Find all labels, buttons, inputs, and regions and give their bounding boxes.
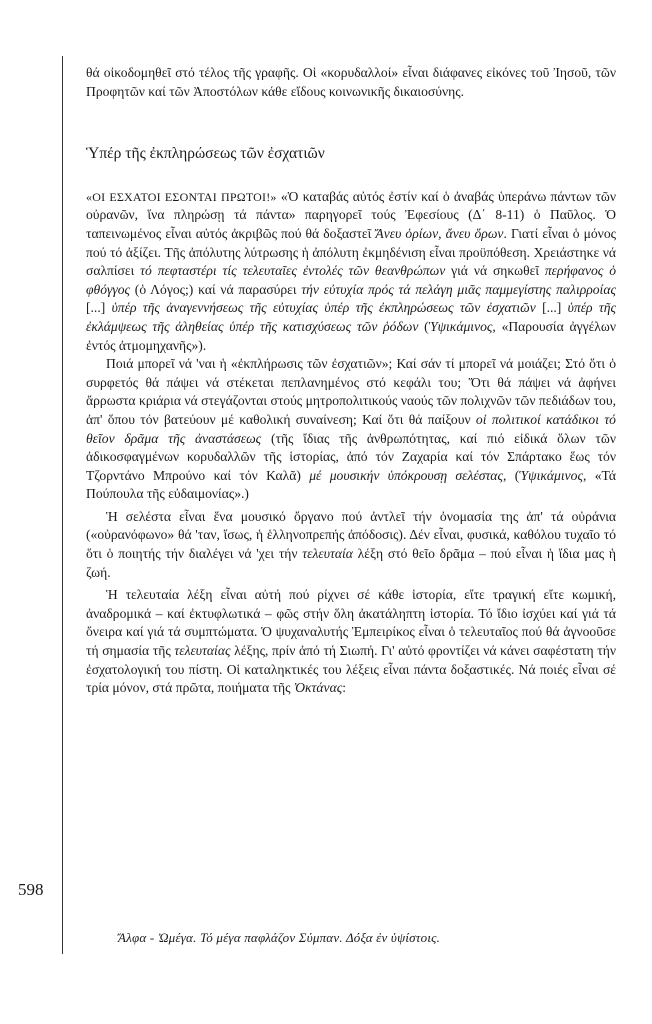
- section-heading: Ὑπέρ τῆς ἐκπληρώσεως τῶν ἐσχατιῶν: [86, 145, 325, 163]
- italic-span: ὑπέρ τῆς ἐκλάμψεως τῆς ἀληθείας ὑπέρ τῆς κατισχύσεως τῶν ῥόδων: [86, 300, 616, 334]
- italic-span: Ἄνευ ὁρίων, ἄνευ ὅρων: [375, 225, 504, 241]
- text-span: Ποιά μπορεῖ νά 'ναι ἡ «ἐκπλήρωσις τῶν ἐσχατιῶν»; Καί σάν τί μπορεῖ νά μοιάζει; Στό ὅτι ὁ συρφετός θά πάψει νά στέκεται πεπλανημένος στό κεφάλι του; Ὅτι θά πάψει νά ἀφήνει ἄρρωστα κριάρια νά στεγάζονται στούς μητροπολιτικούς ναούς τῶν πολιχνῶν τῶν πεδιάδων του, ἀπ' ὅπου τόν βατεύουν μέ καθολική συναίνεση; Καί ὅτι θά παίξουν: [86, 356, 616, 427]
- italic-span: τελευταίας: [174, 643, 231, 659]
- top-paragraph: θά οἰκοδομηθεῖ στό τέλος τῆς γραφῆς. Οἱ «κορυδαλλοί» εἶναι διάφανες εἰκόνες τοῦ Ἰησοῦ, τῶν Προφητῶν καί τῶν Ἀποστόλων κάθε εἴδους κοινωνικῆς δικαιοσύνης.: [86, 65, 616, 99]
- page-number: 598: [18, 880, 44, 899]
- italic-span: τήν εὐτυχία πρός τά πελάγη μιᾶς παμμεγίστης παλιρροίας: [301, 281, 616, 297]
- text-span: . Γιατί εἶναι ὁ μόνος πού τό ἀξίζει. Τῆς ἀπόλυτης λύτρωσης ἡ ἀπόλυτη ἐκμηδένιση εἶναι προϋπόθεση. Χρειάστηκε νά σαλπίσει: [86, 225, 616, 279]
- text-span: Ἡ σελέστα εἶναι ἕνα μουσικό ὄργανο πού ἀντλεῖ τήν ὀνομασία της ἀπ' τά οὐράνια («οὐρανόφωνο» θά 'ταν, ἴσως, ἡ ἑλληνοπρεπής ἀπόδοσις). Δέν εἶναι, φυσικά, καθόλου τυχαῖο τό ὅτι ὁ ποιητής τήν διαλέγει νά 'χει τήν: [86, 508, 616, 562]
- paragraph-2: [86, 355, 616, 504]
- italic-span: τό πεφταστέρι τίς τελευταῖες ἐντολές τῶν θεανθρώπων: [140, 263, 446, 279]
- italic-span: Ὑψικάμινος: [428, 318, 493, 334]
- italic-span: οἱ πολιτικοί κατάδικοι τό θεῖον δρᾶμα τῆς ἀναστάσεως: [86, 411, 616, 446]
- text-span: γιά νά σηκωθεῖ: [445, 263, 545, 279]
- text-span: (ὁ Λόγος;) καί νά παρασύρει: [130, 281, 302, 297]
- text-span: (: [418, 318, 429, 334]
- paragraph-1: [86, 188, 616, 355]
- text-span: , «Τά Πούπουλα τῆς εὐδαιμονίας».): [86, 467, 616, 502]
- closing-quote: Ἄλφα - Ὠμέγα. Τό μέγα παφλάζον Σύμπαν. Δόξα ἐν ὑψίστοις.: [118, 930, 441, 945]
- paragraph-3: [86, 508, 616, 582]
- text-span: :: [342, 680, 346, 696]
- italic-span: τελευταία: [302, 546, 353, 562]
- text-span: «Ὁ καταβάς αὐτός ἐστίν καί ὁ ἀναβάς ὑπεράνω πάντων τῶν οὐρανῶν, ἵνα πληρώσῃ τά πάντα» παρηγορεῖ τούς Ἐφεσίους (Δ΄ 8-11) ὁ Παῦλος. Ὁ ταπεινωμένος εἶναι αὐτός ἀκριβῶς πού θά δοξαστεῖ: [86, 188, 617, 241]
- text-span: [...]: [535, 300, 568, 316]
- text-span: λέξης, πρίν ἀπό τή Σιωπή. Γι' αὐτό φροντίζει νά κάνει σαφέστατη τήν ἐσχατολογική του πίστη. Οἱ καταληκτικές του λέξεις εἶναι πάντα δοξαστικές. Νά ποιές εἶναι σέ τρία μόνον, στά πρῶτα, ποιήματα τῆς: [86, 643, 616, 696]
- text-span: , (: [502, 467, 520, 483]
- italic-span: Ὀκτάνας: [293, 680, 343, 696]
- text-span: , «Παρουσία ἀγγέλων ἐντός ἀτμομηχανῆς»).: [86, 318, 616, 353]
- text-span: [...]: [86, 300, 112, 316]
- italic-span: μέ μουσικήν ὑπόκρουσῃ σελέστας: [309, 467, 503, 483]
- body-text: [86, 64, 616, 698]
- text-span: (τῆς ἴδιας τῆς ἀνθρωπότητας, καί πιό εἰδικά ὅλων τῶν ἀδικοσφαγμένων κορυδαλλῶν τῆς ἱστορίας, ἀπό τόν Ζαχαρία καί τόν Σπάρτακο ἕως τόν Τζορντάνο Μπρούνο καί τόν Καλᾶ): [86, 430, 616, 483]
- caps-opening: «ΟΙ ΕΣΧΑΤΟΙ ΕΣΟΝΤΑΙ ΠΡΩΤΟΙ!»: [86, 189, 277, 204]
- paragraph-4: [86, 586, 616, 698]
- italic-span: περήφανος ὁ φθόγγος: [86, 263, 617, 297]
- italic-span: Ὑψικάμινος: [519, 467, 583, 483]
- text-span: Ἡ τελευταία λέξη εἶναι αὐτή πού ρίχνει σέ κάθε ἱστορία, εἴτε τραγική εἴτε κωμική, ἀναδρομικά – καί ἐκτυφλωτικά – φῶς στήν ὅλη ἀκατάληπτη ἱστορία. Τό ἴδιο ἰσχύει καί γιά τά ὄνειρα καί γιά τά συμπτώματα. Ὁ ψυχαναλυτής Ἐμπειρίκος εἶναι ὁ τελευταῖος πού θά ἀγνοοῦσε τή σημασία τῆς: [86, 587, 616, 659]
- margin-rule: [62, 56, 63, 954]
- text-span: λέξη στό θεῖο δρᾶμα – πού εἶναι ἡ ἴδια μας ἡ ζωή.: [86, 546, 616, 580]
- italic-span: ὑπέρ τῆς ἀναγεννήσεως τῆς εὐτυχίας ὑπέρ τῆς ἐκπληρώσεως τῶν ἐσχατιῶν: [111, 300, 536, 316]
